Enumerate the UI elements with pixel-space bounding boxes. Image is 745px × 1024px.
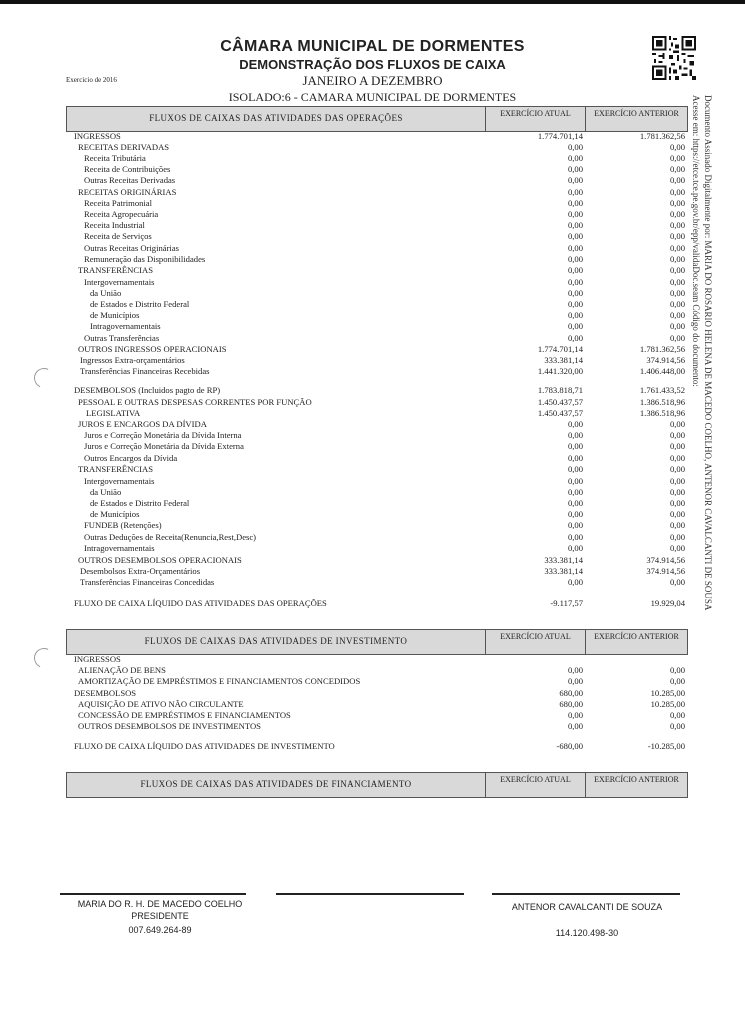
row-value-current: 0,00 [567, 430, 583, 440]
entity-label: ISOLADO:6 - CAMARA MUNICIPAL DE DORMENTES [228, 90, 517, 104]
row-value-current: 0,00 [567, 220, 583, 230]
table-row [0, 498, 745, 509]
row-label: INGRESSOS [74, 131, 121, 141]
row-label: Receita de Serviços [84, 231, 152, 241]
row-value-previous: 374.914,56 [646, 555, 685, 565]
row-label: OUTROS DESEMBOLSOS OPERACIONAIS [78, 555, 242, 565]
row-value-previous: 0,00 [669, 299, 685, 309]
row-label: Receita Patrimonial [84, 198, 153, 208]
row-label: Outras Receitas Derivadas [84, 175, 176, 185]
table-row [0, 397, 745, 408]
row-label: Transferências Financeiras Recebidas [80, 366, 210, 376]
row-value-current: 0,00 [567, 254, 583, 264]
row-value-current: 0,00 [567, 310, 583, 320]
row-value-previous: 0,00 [669, 164, 685, 174]
table-row [0, 164, 745, 175]
table-row [0, 385, 745, 396]
row-value-current: 680,00 [559, 699, 583, 709]
row-value-current: 0,00 [567, 175, 583, 185]
document-title: CÂMARA MUNICIPAL DE DORMENTES [220, 38, 525, 55]
table-row [0, 198, 745, 209]
row-value-previous: 0,00 [669, 254, 685, 264]
watermark-line-2: Acesse em: https://etce.tce.pe.gov.br/epp/validaDoc.seam Código do documento: [691, 95, 701, 387]
row-label: INGRESSOS [74, 654, 121, 664]
table-row [0, 408, 745, 419]
table-row [0, 243, 745, 254]
row-label: Receita Agropecuária [84, 209, 159, 219]
table-row [0, 153, 745, 164]
row-value-previous: 0,00 [669, 310, 685, 320]
row-value-current: 0,00 [567, 520, 583, 530]
row-label: Receita Industrial [84, 220, 145, 230]
row-value-previous: 0,00 [669, 453, 685, 463]
row-value-current: 1.783.818,71 [537, 385, 583, 395]
row-value-previous: 0,00 [669, 175, 685, 185]
row-label: FLUXO DE CAIXA LÍQUIDO DAS ATIVIDADES DAS OPERAÇÕES [74, 598, 327, 608]
table-row [0, 355, 745, 366]
row-value-current: 0,00 [567, 321, 583, 331]
document-subtitle: DEMONSTRAÇÃO DOS FLUXOS DE CAIXA [239, 57, 506, 72]
row-label: TRANSFERÊNCIAS [78, 265, 153, 275]
row-label: OUTROS DESEMBOLSOS DE INVESTIMENTOS [78, 721, 261, 731]
row-value-current: 0,00 [567, 577, 583, 587]
row-value-current: -680,00 [556, 741, 583, 751]
col-previous-header: EXERCÍCIO ANTERIOR [585, 630, 687, 654]
table-row [0, 555, 745, 566]
table-row [0, 187, 745, 198]
row-value-previous: 0,00 [669, 498, 685, 508]
row-value-current: 0,00 [567, 243, 583, 253]
table-row [0, 321, 745, 332]
row-value-current: 0,00 [567, 164, 583, 174]
row-label: de Municípios [90, 310, 140, 320]
table-row [0, 577, 745, 588]
table-row [0, 299, 745, 310]
section-title: FLUXOS DE CAIXAS DAS ATIVIDADES DE INVESTIMENTO [144, 636, 408, 646]
section-header-financing [66, 772, 688, 798]
row-value-current: 0,00 [567, 487, 583, 497]
table-row [0, 142, 745, 153]
row-value-previous: 0,00 [669, 333, 685, 343]
row-value-previous: 0,00 [669, 419, 685, 429]
row-value-current: 1.774.701,14 [537, 131, 583, 141]
row-label: Transferências Financeiras Concedidas [80, 577, 215, 587]
row-value-current: 333.381,14 [544, 355, 583, 365]
row-label: Intergovernamentais [84, 476, 155, 486]
signature-line-right [492, 893, 680, 895]
row-value-current: -9.117,57 [550, 598, 583, 608]
table-row [0, 209, 745, 220]
signatory-right-name: ANTENOR CAVALCANTI DE SOUZA [511, 902, 663, 912]
row-value-current: 0,00 [567, 476, 583, 486]
row-value-current: 0,00 [567, 532, 583, 542]
row-label: DESEMBOLSOS (Incluidos pagto de RP) [74, 385, 221, 395]
row-label: CONCESSÃO DE EMPRÉSTIMOS E FINANCIAMENTOS [78, 710, 291, 720]
col-current-header: EXERCÍCIO ATUAL [485, 630, 585, 654]
row-value-previous: 1.406.448,00 [639, 366, 685, 376]
row-value-previous: 0,00 [669, 487, 685, 497]
table-row [0, 265, 745, 276]
row-value-current: 333.381,14 [544, 555, 583, 565]
row-value-previous: 0,00 [669, 231, 685, 241]
table-row [0, 676, 745, 687]
signatory-left-name: MARIA DO R. H. DE MACEDO COELHO [77, 899, 243, 909]
table-row [0, 333, 745, 344]
table-row [0, 254, 745, 265]
row-value-previous: 0,00 [669, 288, 685, 298]
row-value-current: 1.441.320,00 [537, 366, 583, 376]
section-header-investment [66, 629, 688, 655]
row-label: Intergovernamentais [84, 277, 155, 287]
row-value-previous: 0,00 [669, 430, 685, 440]
row-label: de Estados e Distrito Federal [90, 299, 190, 309]
row-label: JUROS E ENCARGOS DA DÍVIDA [78, 419, 207, 429]
row-value-current: 0,00 [567, 209, 583, 219]
row-label: Receita Tributária [84, 153, 146, 163]
table-row [0, 665, 745, 676]
row-value-current: 680,00 [559, 688, 583, 698]
table-row [0, 464, 745, 475]
row-label: Outras Receitas Originárias [84, 243, 179, 253]
row-label: Receita de Contribuições [84, 164, 171, 174]
table-row [0, 476, 745, 487]
row-value-previous: 0,00 [669, 220, 685, 230]
row-value-previous: 0,00 [669, 187, 685, 197]
section-header-operations [66, 106, 688, 132]
signature-line-left [60, 893, 246, 895]
row-label: Outras Transferências [84, 333, 160, 343]
row-label: da União [90, 288, 122, 298]
row-value-previous: 374.914,56 [646, 566, 685, 576]
row-value-previous: 0,00 [669, 665, 685, 675]
row-value-previous: 374.914,56 [646, 355, 685, 365]
row-value-previous: 0,00 [669, 464, 685, 474]
row-value-previous: 0,00 [669, 509, 685, 519]
row-label: LEGISLATIVA [86, 408, 141, 418]
row-label: DESEMBOLSOS [74, 688, 137, 698]
row-value-current: 0,00 [567, 676, 583, 686]
table-row [0, 441, 745, 452]
row-value-previous: 1.781.362,56 [639, 344, 685, 354]
row-value-previous: 0,00 [669, 142, 685, 152]
row-value-previous: 0,00 [669, 543, 685, 553]
row-value-previous: 19.929,04 [650, 598, 685, 608]
row-value-previous: -10.285,00 [647, 741, 685, 751]
row-label: Ingressos Extra-orçamentários [80, 355, 185, 365]
row-value-current: 1.450.437,57 [537, 408, 583, 418]
signatory-right-id: 114.120.498-30 [555, 928, 619, 938]
row-value-current: 0,00 [567, 464, 583, 474]
table-row [0, 288, 745, 299]
row-value-previous: 0,00 [669, 209, 685, 219]
row-value-previous: 0,00 [669, 721, 685, 731]
row-value-previous: 0,00 [669, 243, 685, 253]
row-value-previous: 0,00 [669, 198, 685, 208]
table-row [0, 131, 745, 142]
row-value-current: 0,00 [567, 198, 583, 208]
row-label: AQUISIÇÃO DE ATIVO NÃO CIRCULANTE [78, 699, 244, 709]
row-value-previous: 0,00 [669, 676, 685, 686]
top-border [0, 0, 745, 4]
operations-net-row [0, 598, 745, 609]
row-value-previous: 1.761.433,52 [639, 385, 685, 395]
row-label: Desembolsos Extra-Orçamentários [80, 566, 201, 576]
row-value-current: 0,00 [567, 288, 583, 298]
signatory-left-role: PRESIDENTE [131, 911, 189, 921]
qr-code-icon [652, 36, 696, 80]
table-row [0, 344, 745, 355]
table-row [0, 520, 745, 531]
row-label: Outras Deduções de Receita(Renuncia,Rest,Desc) [84, 532, 257, 542]
row-label: da União [90, 487, 122, 497]
table-row [0, 175, 745, 186]
row-value-current: 0,00 [567, 665, 583, 675]
row-value-current: 0,00 [567, 509, 583, 519]
table-row [0, 654, 745, 665]
row-value-current: 0,00 [567, 710, 583, 720]
row-value-current: 0,00 [567, 498, 583, 508]
row-label: Intragovernamentais [84, 543, 155, 553]
row-value-previous: 10.285,00 [650, 699, 685, 709]
row-value-current: 333.381,14 [544, 566, 583, 576]
row-value-previous: 1.386.518,96 [639, 408, 685, 418]
table-row [0, 566, 745, 577]
table-row [0, 543, 745, 554]
row-value-current: 0,00 [567, 721, 583, 731]
row-label: Remuneração das Disponibilidades [84, 254, 206, 264]
row-value-current: 0,00 [567, 187, 583, 197]
table-row [0, 699, 745, 710]
row-value-current: 0,00 [567, 453, 583, 463]
period-label: JANEIRO A DEZEMBRO [302, 73, 443, 88]
investment-net-row [0, 741, 745, 752]
row-value-previous: 0,00 [669, 520, 685, 530]
row-value-previous: 0,00 [669, 577, 685, 587]
row-value-current: 1.774.701,14 [537, 344, 583, 354]
row-label: RECEITAS DERIVADAS [78, 142, 170, 152]
row-value-current: 0,00 [567, 419, 583, 429]
col-previous-header: EXERCÍCIO ANTERIOR [585, 107, 687, 131]
signature-line-middle [276, 893, 464, 895]
row-value-current: 0,00 [567, 441, 583, 451]
row-value-current: 0,00 [567, 299, 583, 309]
table-row [0, 430, 745, 441]
row-label: OUTROS INGRESSOS OPERACIONAIS [78, 344, 227, 354]
row-value-previous: 0,00 [669, 265, 685, 275]
row-label: AMORTIZAÇÃO DE EMPRÉSTIMOS E FINANCIAMENTOS CONCEDIDOS [78, 676, 361, 686]
row-value-current: 1.450.437,57 [537, 397, 583, 407]
row-label: PESSOAL E OUTRAS DESPESAS CORRENTES POR FUNÇÃO [78, 397, 312, 407]
row-label: TRANSFERÊNCIAS [78, 464, 153, 474]
row-value-current: 0,00 [567, 231, 583, 241]
watermark-line-1: Documento Assinado Digitalmente por: MARIA DO ROSARIO HELENA DE MACEDO COELHO, ANTENOR CAVALCANTI DE SOUSA [703, 95, 713, 611]
row-label: FUNDEB (Retenções) [84, 520, 162, 530]
table-row [0, 310, 745, 321]
table-row [0, 419, 745, 430]
table-row [0, 721, 745, 732]
row-label: FLUXO DE CAIXA LÍQUIDO DAS ATIVIDADES DE INVESTIMENTO [74, 741, 335, 751]
row-value-previous: 0,00 [669, 153, 685, 163]
row-value-previous: 1.386.518,96 [639, 397, 685, 407]
table-row [0, 277, 745, 288]
row-label: ALIENAÇÃO DE BENS [78, 665, 166, 675]
row-value-current: 0,00 [567, 142, 583, 152]
table-row [0, 487, 745, 498]
row-label: Juros e Correção Monetária da Dívida Interna [84, 430, 242, 440]
table-row [0, 231, 745, 242]
row-value-previous: 0,00 [669, 277, 685, 287]
row-value-current: 0,00 [567, 153, 583, 163]
row-value-current: 0,00 [567, 265, 583, 275]
row-value-current: 0,00 [567, 543, 583, 553]
row-value-previous: 0,00 [669, 321, 685, 331]
table-row [0, 688, 745, 699]
row-value-current: 0,00 [567, 277, 583, 287]
row-value-previous: 10.285,00 [650, 688, 685, 698]
row-label: Juros e Correção Monetária da Dívida Externa [84, 441, 244, 451]
row-label: Intragovernamentais [90, 321, 161, 331]
row-value-previous: 0,00 [669, 441, 685, 451]
signatory-left-id: 007.649.264-89 [128, 925, 192, 935]
table-row [0, 509, 745, 520]
col-current-header: EXERCÍCIO ATUAL [485, 107, 585, 131]
row-value-previous: 0,00 [669, 710, 685, 720]
row-value-previous: 1.781.362,56 [639, 131, 685, 141]
row-label: de Estados e Distrito Federal [90, 498, 190, 508]
col-current-header: EXERCÍCIO ATUAL [485, 773, 585, 797]
row-value-previous: 0,00 [669, 476, 685, 486]
table-row [0, 366, 745, 377]
row-label: de Municípios [90, 509, 140, 519]
table-row [0, 220, 745, 231]
section-title: FLUXOS DE CAIXAS DAS ATIVIDADES DAS OPERAÇÕES [149, 113, 403, 123]
row-value-previous: 0,00 [669, 532, 685, 542]
table-row [0, 453, 745, 464]
col-previous-header: EXERCÍCIO ANTERIOR [585, 773, 687, 797]
row-value-current: 0,00 [567, 333, 583, 343]
table-row [0, 532, 745, 543]
row-label: RECEITAS ORIGINÁRIAS [78, 187, 177, 197]
table-row [0, 710, 745, 721]
exercise-year: Exercicio de 2016 [66, 76, 117, 84]
section-title: FLUXOS DE CAIXAS DAS ATIVIDADES DE FINANCIAMENTO [140, 779, 412, 789]
row-label: Outros Encargos da Dívida [84, 453, 178, 463]
